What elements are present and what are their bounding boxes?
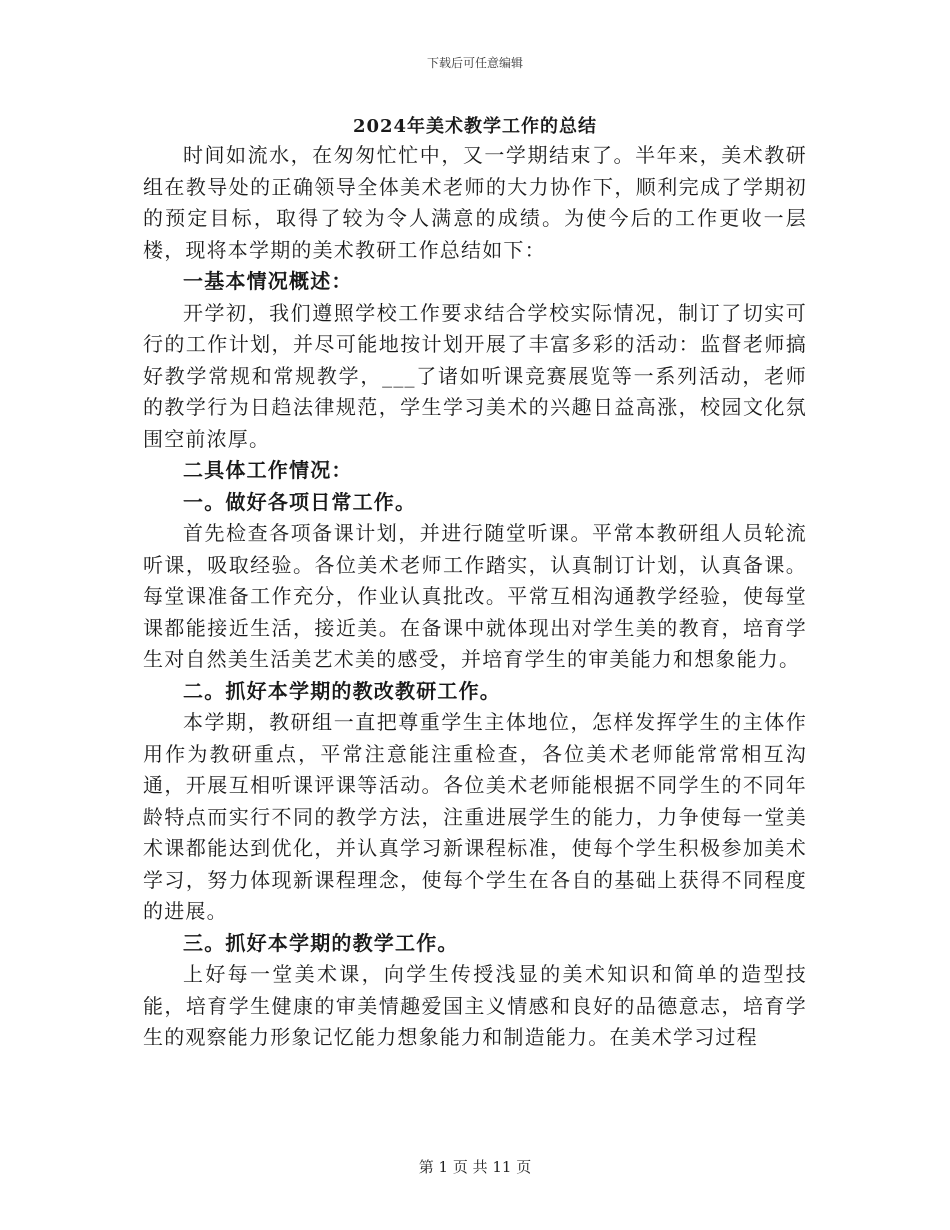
paragraph-overview: 开学初，我们遵照学校工作要求结合学校实际情况，制订了切实可行的工作计划，并尽可能地按计划开展了丰富多彩的活动：监督老师搞好教学常规和常规教学，___了诸如听课竞赛展览等一系列活动，老师的教学行为日趋法律规范，学生学习美术的兴趣日益高涨，校园文化氛围空前浓厚。 (143, 300, 807, 451)
paragraph-daily-work: 首先检查各项备课计划，并进行随堂听课。平常本教研组人员轮流听课，吸取经验。各位美术老师工作踏实，认真制订计划，认真备课。每堂课准备工作充分，作业认真批改。平常互相沟通教学经验，使每堂课都能接近生活，接近美。在备课中就体现出对学生美的教育，培育学生对自然美生活美艺术美的感受，并培育学生的审美能力和想象能力。 (143, 521, 807, 671)
paragraph-intro: 时间如流水，在匆匆忙忙中，又一学期结束了。半年来，美术教研组在教导处的正确领导全体美术老师的大力协作下，顺利完成了学期初的预定目标，取得了较为令人满意的成绩。为使今后的工作更收一层楼，现将本学期的美术教研工作总结如下： (143, 143, 807, 262)
page-header-note: 下载后可任意编辑 (426, 56, 523, 70)
page-footer-number: 第 1 页 共 11 页 (418, 1158, 532, 1176)
document-title: 2024年美术教学工作的总结 (352, 116, 598, 137)
subheading-daily-work: 一。做好各项日常工作。 (183, 489, 417, 514)
document-body (143, 140, 807, 1054)
subheading-reform-research: 二。抓好本学期的教改教研工作。 (183, 678, 501, 703)
section-heading-overview: 一基本情况概述： (183, 269, 353, 293)
subheading-teaching-work: 三。抓好本学期的教学工作。 (183, 930, 459, 955)
paragraph-reform-research: 本学期，教研组一直把尊重学生主体地位，怎样发挥学生的主体作用作为教研重点，平常注意能注重检查，各位美术老师能常常相互沟通，开展互相听课评课等活动。各位美术老师能根据不同学生的不同年龄特点而实行不同的教学方法，注重进展学生的能力，力争使每一堂美术课都能达到优化，并认真学习新课程标准，使每个学生积极参加美术学习，努力体现新课程理念，使每个学生在各自的基础上获得不同程度的进展。 (143, 710, 807, 923)
paragraph-teaching-work: 上好每一堂美术课，向学生传授浅显的美术知识和简单的造型技能，培育学生健康的审美情趣爱国主义情感和良好的品德意志，培育学生的观察能力形象记忆能力想象能力和制造能力。在美术学习过程 (143, 962, 807, 1049)
section-heading-details: 二具体工作情况： (183, 458, 353, 482)
